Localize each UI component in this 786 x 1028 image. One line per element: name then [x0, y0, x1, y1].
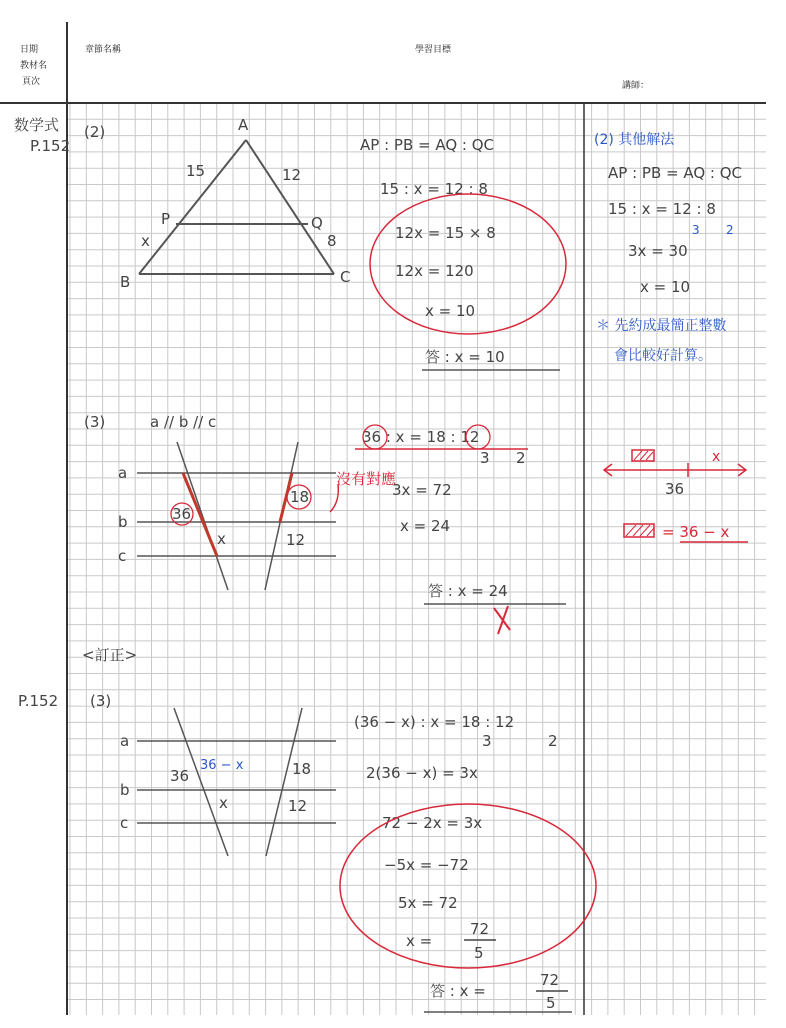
c-seg-12: 12	[288, 797, 308, 815]
correction-label: (3)	[90, 692, 112, 710]
p3-step-2: 3x = 72	[392, 481, 452, 499]
p3-step-1: 36 : x = 18 : 12	[362, 428, 480, 446]
red-cross-mark	[494, 606, 510, 634]
c-line-a: a	[120, 732, 130, 750]
margin-page-ref-2: P.152	[18, 692, 59, 710]
header-page: 頁次	[22, 77, 41, 87]
vertex-a: A	[238, 116, 249, 134]
alt-diagram-total: 36	[665, 480, 685, 498]
c-step-4: −5x = −72	[384, 856, 469, 874]
p2-step-4: 12x = 120	[395, 262, 474, 280]
c-seg-36: 36	[170, 767, 190, 785]
alt-title: (2) 其他解法	[594, 132, 675, 148]
p2-step-3: 12x = 15 × 8	[395, 224, 496, 242]
c-step-1: (36 − x) : x = 18 : 12	[354, 713, 515, 731]
p3-line-c: c	[118, 547, 127, 565]
c-seg-x: x	[219, 794, 228, 812]
alt-reduced-3: 3	[692, 223, 700, 237]
c-seg-18: 18	[292, 760, 312, 778]
c-step-3: 72 − 2x = 3x	[382, 814, 483, 832]
p3-answer: 答 : x = 24	[428, 582, 508, 600]
header-chapter: 章節名稱	[85, 45, 122, 55]
c-answer-num: 72	[540, 971, 560, 989]
parallel-lines-diagram-1	[137, 442, 336, 590]
c-reduced-2: 2	[548, 732, 558, 750]
hatch-1	[634, 451, 653, 460]
vertex-c: C	[340, 268, 351, 286]
margin-page-ref-1: P.152	[30, 137, 71, 155]
c-step-6: x =	[406, 932, 433, 950]
p2-answer: 答 : x = 10	[425, 348, 505, 366]
header-objective: 學習目標	[415, 45, 452, 55]
side-ap: 15	[186, 162, 206, 180]
margin-subject: 数学式	[14, 116, 60, 134]
problem3-label: (3)	[84, 413, 106, 431]
alt-reduced-2: 2	[726, 223, 734, 237]
alt-step-4: x = 10	[640, 278, 691, 296]
header-date: 日期	[20, 45, 39, 55]
parallel-lines-diagram-2	[137, 708, 336, 856]
header-textbook: 教材名	[20, 61, 48, 71]
p2-step-5: x = 10	[425, 302, 476, 320]
side-aq: 12	[282, 166, 302, 184]
alt-step-1: AP : PB = AQ : QC	[608, 164, 743, 182]
c-frac-den: 5	[474, 944, 484, 962]
p3-seg-18: 18	[290, 488, 310, 506]
p3-reduced-3: 3	[480, 449, 490, 467]
hatched-box-1	[632, 450, 654, 461]
c-line-b: b	[120, 781, 130, 799]
p3-step-3: x = 24	[400, 517, 451, 535]
c-line-c: c	[120, 814, 129, 832]
c-step-5: 5x = 72	[398, 894, 458, 912]
side-pb: x	[141, 232, 150, 250]
p3-line-b: b	[118, 513, 128, 531]
problem2-label: (2)	[84, 123, 106, 141]
p3-red-note: 沒有對應	[336, 470, 397, 488]
alt-step-3: 3x = 30	[628, 242, 688, 260]
c-answer: 答 : x =	[430, 982, 486, 1000]
header-lecturer: 講師：	[622, 81, 650, 91]
p2-step-2: 15 : x = 12 : 8	[380, 180, 488, 198]
p3-seg-x: x	[217, 530, 226, 548]
p3-line-a: a	[118, 464, 128, 482]
c-seg-36x: 36 − x	[200, 758, 244, 773]
alt-diagram-result: = 36 − x	[662, 523, 730, 541]
p3-seg-36: 36	[172, 505, 192, 523]
vertex-q: Q	[311, 214, 323, 232]
c-reduced-3: 3	[482, 732, 492, 750]
correction-title: <訂正>	[82, 646, 138, 664]
alt-diagram-x: x	[712, 449, 721, 465]
c-frac-num: 72	[470, 920, 490, 938]
p3-seg-12: 12	[286, 531, 306, 549]
side-qc: 8	[327, 232, 337, 250]
alt-step-2: 15 : x = 12 : 8	[608, 200, 716, 218]
vertex-b: B	[120, 273, 131, 291]
p3-reduced-2: 2	[516, 449, 526, 467]
alt-note-1: ＊ 先約成最簡正整數	[596, 318, 727, 334]
problem3-condition: a // b // c	[150, 413, 217, 431]
c-step-2: 2(36 − x) = 3x	[366, 764, 478, 782]
c-answer-den: 5	[546, 994, 556, 1012]
vertex-p: P	[161, 210, 171, 228]
p2-step-1: AP : PB = AQ : QC	[360, 136, 495, 154]
alt-note-2: 會比較好計算。	[614, 348, 712, 364]
